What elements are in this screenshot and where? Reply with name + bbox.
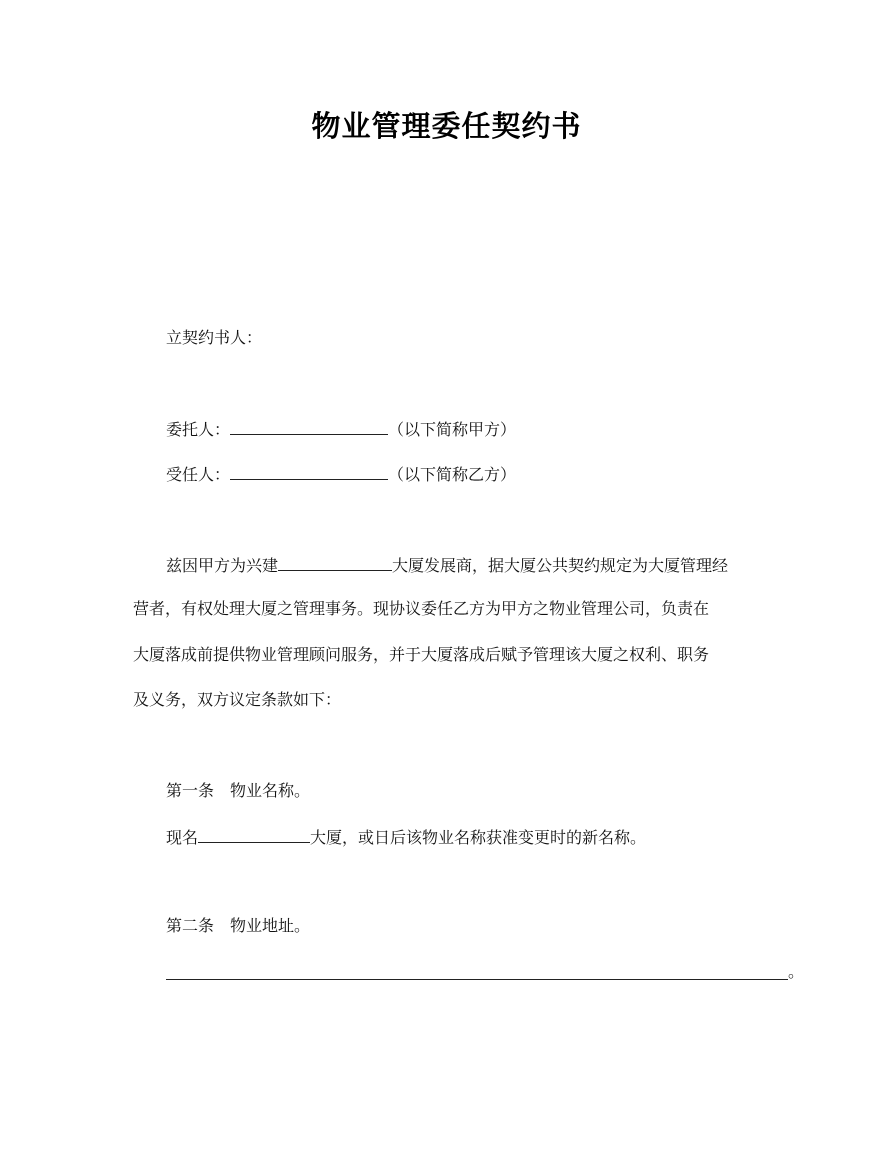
- address-end-mark: 。: [788, 962, 805, 981]
- party-a-label: 委托人：: [166, 420, 231, 439]
- document-title: 物业管理委任契约书: [311, 109, 582, 143]
- preamble-line-1: [166, 554, 728, 576]
- signatories-label: 立契约书人：: [166, 328, 263, 347]
- party-b-label: 受任人：: [166, 465, 231, 484]
- property-name-blank: [198, 826, 310, 843]
- preamble-line-3: 大厦落成前提供物业管理顾问服务，并于大厦落成后赋予管理该大厦之权利、职务: [133, 645, 710, 664]
- party-a-line: [166, 418, 516, 440]
- article-2-heading: 第二条 物业地址。: [166, 916, 311, 935]
- building-name-blank: [278, 554, 392, 571]
- party-a-suffix: （以下简称甲方）: [388, 420, 517, 439]
- article-1-heading: 第一条 物业名称。: [166, 781, 311, 800]
- preamble-line-1-suffix: 大厦发展商，据大厦公共契约规定为大厦管理经: [392, 556, 729, 575]
- preamble-line-1-prefix: 兹因甲方为兴建: [166, 556, 279, 575]
- party-b-suffix: （以下简称乙方）: [388, 465, 517, 484]
- address-blank: [166, 979, 788, 980]
- party-b-line: [166, 463, 516, 485]
- article-1-body: [166, 826, 646, 848]
- preamble-line-4: 及义务，双方议定条款如下：: [133, 690, 342, 709]
- preamble-line-2: 营者，有权处理大厦之管理事务。现协议委任乙方为甲方之物业管理公司，负责在: [133, 599, 710, 618]
- article-1-body-prefix: 现名: [166, 828, 199, 847]
- party-b-blank: [230, 463, 388, 480]
- article-1-body-suffix: 大厦，或日后该物业名称获准变更时的新名称。: [310, 828, 647, 847]
- party-a-blank: [230, 418, 388, 435]
